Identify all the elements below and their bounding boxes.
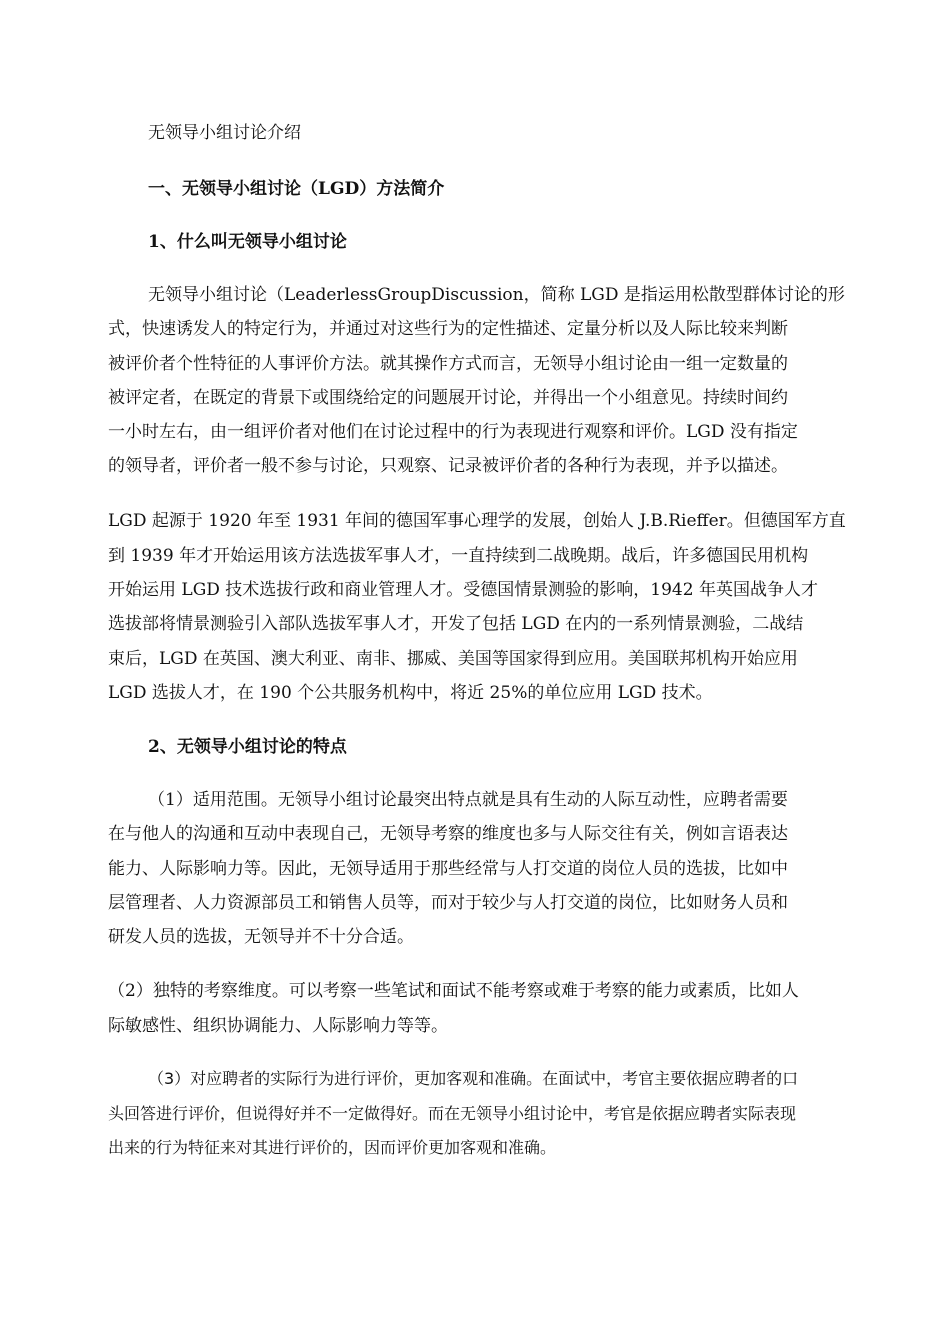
paragraph-line: 选拔部将情景测验引入部队选拔军事人才，开发了包括 LGD 在内的一系列情景测验，二战结 [108,614,804,634]
paragraph-line: 际敏感性、组织协调能力、人际影响力等等。 [108,1016,448,1036]
paragraph-line: 束后，LGD 在英国、澳大利亚、南非、挪威、美国等国家得到应用。美国联邦机构开始应用 [108,649,798,669]
paragraph-line: 式，快速诱发人的特定行为，并通过对这些行为的定性描述、定量分析以及人际比较来判断 [108,319,788,339]
paragraph-line: （3）对应聘者的实际行为进行评价，更加客观和准确。在面试中，考官主要依据应聘者的口 [148,1069,799,1088]
paragraph-line: 一小时左右，由一组评价者对他们在讨论过程中的行为表现进行观察和评价。LGD 没有指定 [108,422,798,442]
paragraph-line: 出来的行为特征来对其进行评价的，因而评价更加客观和准确。 [108,1138,557,1157]
paragraph-line: 头回答进行评价，但说得好并不一定做得好。而在无领导小组讨论中，考官是依据应聘者实际表现 [108,1104,797,1123]
paragraph-line: 在与他人的沟通和互动中表现自己，无领导考察的维度也多与人际交往有关，例如言语表达 [108,824,788,844]
subsection-heading-1: 1、什么叫无领导小组讨论 [148,232,347,252]
paragraph-line: 的领导者，评价者一般不参与讨论，只观察、记录被评价者的各种行为表现，并予以描述。 [108,456,788,476]
paragraph-line: （2）独特的考察维度。可以考察一些笔试和面试不能考察或难于考察的能力或素质，比如人 [108,981,799,1001]
subsection-heading-2: 2、无领导小组讨论的特点 [148,737,347,757]
paragraph-line: 到 1939 年才开始运用该方法选拔军事人才，一直持续到二战晚期。战后，许多德国民用机构 [108,546,809,566]
paragraph-line: 开始运用 LGD 技术选拔行政和商业管理人才。受德国情景测验的影响，1942 年英国战争人才 [108,580,818,600]
paragraph-line: LGD 起源于 1920 年至 1931 年间的德国军事心理学的发展，创始人 J.B.Rieffer。但德国军方直 [108,511,846,531]
paragraph-line: 无领导小组讨论（LeaderlessGroupDiscussion，简称 LGD 是指运用松散型群体讨论的形 [148,285,845,305]
paragraph-line: LGD 选拔人才，在 190 个公共服务机构中，将近 25%的单位应用 LGD 技术。 [108,683,713,703]
document-title: 无领导小组讨论介绍 [148,123,301,143]
paragraph-line: 被评定者，在既定的背景下或围绕给定的问题展开讨论，并得出一个小组意见。持续时间约 [108,388,788,408]
paragraph-line: 被评价者个性特征的人事评价方法。就其操作方式而言，无领导小组讨论由一组一定数量的 [108,354,788,374]
paragraph-line: 研发人员的选拔，无领导并不十分合适。 [108,927,414,947]
paragraph-line: （1）适用范围。无领导小组讨论最突出特点就是具有生动的人际互动性，应聘者需要 [148,790,788,810]
paragraph-line: 层管理者、人力资源部员工和销售人员等，而对于较少与人打交道的岗位，比如财务人员和 [108,893,788,913]
paragraph-line: 能力、人际影响力等。因此，无领导适用于那些经常与人打交道的岗位人员的选拔，比如中 [108,859,788,879]
section-heading-1: 一、无领导小组讨论（LGD）方法简介 [148,179,445,199]
